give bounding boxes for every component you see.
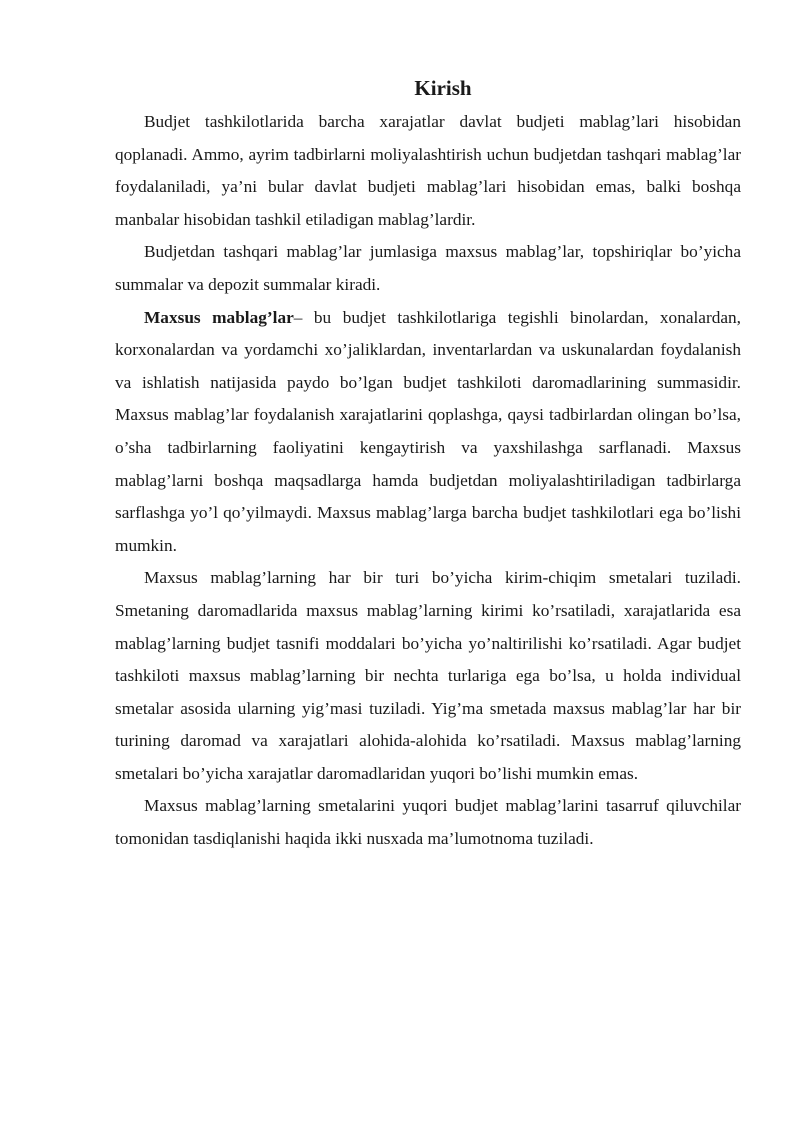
document-page <box>115 74 741 856</box>
paragraph-4 <box>115 562 741 790</box>
paragraph-text: Budjetdan tashqari mablag’lar jumlasiga maxsus mablag’lar, topshiriqlar bo’yicha summalar va depozit summalar kiradi. <box>115 242 741 294</box>
paragraph-3 <box>115 302 741 563</box>
paragraph-text: Maxsus mablag’larning har bir turi bo’yicha kirim-chiqim smetalari tuziladi. Smetaning daromadlarida maxsus mablag’larning kirimi ko’rsatiladi, xarajatlarida esa mablag’larning budjet tasnifi moddalari bo’yicha yo’naltirilishi ko’rsatiladi. Agar budjet tashkiloti maxsus mablag’larning bir nechta turlariga ega bo’lsa, u holda individual smetalar asosida ularning yig’masi tuziladi. Yig’ma smetada maxsus mablag’lar har bir turining daromad va xarajatlari alohida-alohida ko’rsatiladi. Maxsus mablag’larning smetalari bo’yicha xarajatlar daromadlaridan yuqori bo’lishi mumkin emas. <box>115 568 741 783</box>
page-title: Kirish <box>414 76 472 100</box>
paragraph-2 <box>115 236 741 301</box>
defined-term: Maxsus mablag’lar <box>144 307 294 327</box>
paragraph-text: Maxsus mablag’larning smetalarini yuqori budjet mablag’larini tasarruf qiluvchilar tomonidan tasdiqlanishi haqida ikki nusxada ma’lumotnoma tuziladi. <box>115 796 741 849</box>
paragraph-1 <box>115 106 741 236</box>
paragraph-text: – bu budjet tashkilotlariga tegishli binolardan, xonalardan, korxonalardan va yordamchi xo’jaliklardan, inventarlardan va uskunalardan foydalanish va ishlatish natijasida paydo bo’lgan budjet tashkiloti daromadlarining summasidir. Maxsus mablag’lar foydalanish xarajatlarini qoplashga, qaysi tadbirlardan olingan bo’lsa, o’sha tadbirlarning faoliyatini kengaytirish va yaxshilashga sarflanadi. Maxsus mablag’larni boshqa maqsadlarga hamda budjetdan moliyalashtiriladigan tadbirlarga sarflashga yo’l qo’yilmaydi. Maxsus mablag’larga barcha budjet tashkilotlari ega bo’lishi mumkin. <box>115 307 741 555</box>
paragraph-5 <box>115 790 741 855</box>
paragraph-text: Budjet tashkilotlarida barcha xarajatlar davlat budjeti mablag’lari hisobidan qoplanadi. Ammo, ayrim tadbirlarni moliyalashtirish uchun budjetdan tashqari mablag’lar foydalaniladi, ya’ni bular davlat budjeti mablag’lari hisobidan emas, balki boshqa manbalar hisobidan tashkil etiladigan mablag’lardir. <box>115 112 741 229</box>
